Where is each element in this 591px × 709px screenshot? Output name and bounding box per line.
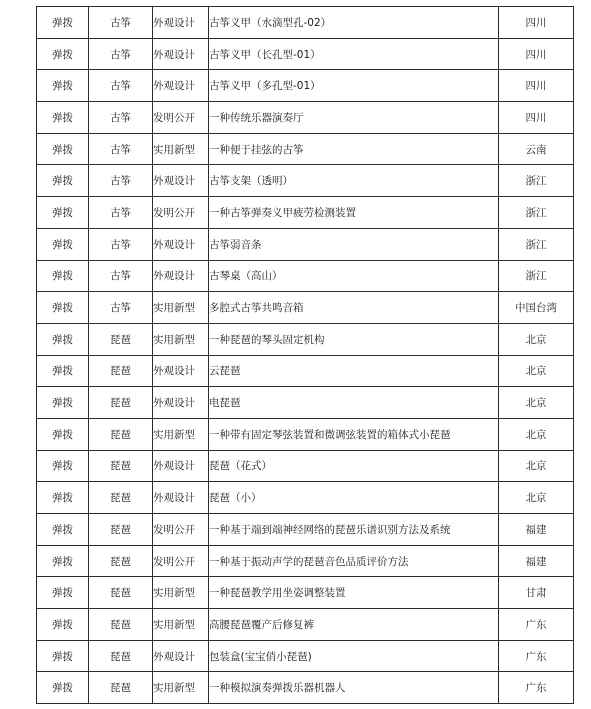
patent-type-cell: 外观设计 <box>153 7 209 39</box>
patent-type-cell: 发明公开 <box>153 197 209 229</box>
patent-type-cell: 实用新型 <box>153 577 209 609</box>
region-cell: 北京 <box>499 387 574 419</box>
category-cell: 弹拨 <box>37 355 89 387</box>
patent-title-cell: 一种琵琶的琴头固定机构 <box>209 323 499 355</box>
patent-type-cell: 外观设计 <box>153 165 209 197</box>
table-row <box>37 609 574 641</box>
region-cell: 北京 <box>499 418 574 450</box>
category-cell: 弹拨 <box>37 197 89 229</box>
patent-type-cell: 实用新型 <box>153 323 209 355</box>
patent-title-cell: 古筝义甲（长孔型-01） <box>209 38 499 70</box>
instrument-cell: 古筝 <box>89 228 153 260</box>
patent-title-cell: 一种古筝弹奏义甲疲劳检测装置 <box>209 197 499 229</box>
patent-table <box>36 6 574 704</box>
patent-title-cell: 古筝支架（透明） <box>209 165 499 197</box>
instrument-cell: 古筝 <box>89 165 153 197</box>
patent-title-cell: 一种带有固定琴弦装置和微调弦装置的箱体式小琵琶 <box>209 418 499 450</box>
patent-title-cell: 电琵琶 <box>209 387 499 419</box>
patent-title-cell: 多腔式古筝共鸣音箱 <box>209 292 499 324</box>
region-cell: 浙江 <box>499 165 574 197</box>
patent-title-cell: 一种传统乐器演奏厅 <box>209 102 499 134</box>
patent-type-cell: 外观设计 <box>153 387 209 419</box>
patent-type-cell: 外观设计 <box>153 70 209 102</box>
category-cell: 弹拨 <box>37 38 89 70</box>
region-cell: 北京 <box>499 482 574 514</box>
patent-type-cell: 发明公开 <box>153 514 209 546</box>
patent-title-cell: 包装盒(宝宝俏小琵琶) <box>209 640 499 672</box>
table-row <box>37 672 574 704</box>
region-cell: 福建 <box>499 545 574 577</box>
patent-title-cell: 琵琶（花式） <box>209 450 499 482</box>
patent-title-cell: 高腰琵琶覆产后修复裤 <box>209 609 499 641</box>
patent-type-cell: 实用新型 <box>153 609 209 641</box>
instrument-cell: 古筝 <box>89 197 153 229</box>
patent-title-cell: 一种模拟演奏弹拨乐器机器人 <box>209 672 499 704</box>
region-cell: 浙江 <box>499 228 574 260</box>
category-cell: 弹拨 <box>37 165 89 197</box>
patent-type-cell: 实用新型 <box>153 292 209 324</box>
patent-type-cell: 外观设计 <box>153 38 209 70</box>
patent-title-cell: 一种便于挂弦的古筝 <box>209 133 499 165</box>
patent-type-cell: 外观设计 <box>153 228 209 260</box>
region-cell: 福建 <box>499 514 574 546</box>
instrument-cell: 古筝 <box>89 133 153 165</box>
region-cell: 中国台湾 <box>499 292 574 324</box>
category-cell: 弹拨 <box>37 292 89 324</box>
patent-title-cell: 一种基于振动声学的琵琶音色品质评价方法 <box>209 545 499 577</box>
table-row <box>37 102 574 134</box>
region-cell: 北京 <box>499 323 574 355</box>
table-row <box>37 260 574 292</box>
region-cell: 广东 <box>499 609 574 641</box>
patent-type-cell: 发明公开 <box>153 545 209 577</box>
table-row <box>37 355 574 387</box>
table-row <box>37 640 574 672</box>
patent-title-cell: 一种琵琶教学用坐姿调整装置 <box>209 577 499 609</box>
category-cell: 弹拨 <box>37 418 89 450</box>
table-row <box>37 323 574 355</box>
instrument-cell: 琵琶 <box>89 387 153 419</box>
patent-type-cell: 外观设计 <box>153 482 209 514</box>
instrument-cell: 琵琶 <box>89 514 153 546</box>
patent-title-cell: 古琴桌（高山） <box>209 260 499 292</box>
table-row <box>37 165 574 197</box>
instrument-cell: 琵琶 <box>89 577 153 609</box>
patent-title-cell: 云琵琶 <box>209 355 499 387</box>
category-cell: 弹拨 <box>37 609 89 641</box>
category-cell: 弹拨 <box>37 133 89 165</box>
category-cell: 弹拨 <box>37 450 89 482</box>
patent-title-cell: 一种基于端到端神经网络的琵琶乐谱识别方法及系统 <box>209 514 499 546</box>
table-row <box>37 292 574 324</box>
category-cell: 弹拨 <box>37 545 89 577</box>
region-cell: 浙江 <box>499 260 574 292</box>
category-cell: 弹拨 <box>37 323 89 355</box>
instrument-cell: 琵琶 <box>89 545 153 577</box>
category-cell: 弹拨 <box>37 640 89 672</box>
region-cell: 甘肃 <box>499 577 574 609</box>
category-cell: 弹拨 <box>37 672 89 704</box>
region-cell: 四川 <box>499 70 574 102</box>
category-cell: 弹拨 <box>37 387 89 419</box>
instrument-cell: 古筝 <box>89 260 153 292</box>
instrument-cell: 琵琶 <box>89 323 153 355</box>
table-row <box>37 197 574 229</box>
instrument-cell: 琵琶 <box>89 672 153 704</box>
table-row <box>37 7 574 39</box>
table-row <box>37 418 574 450</box>
patent-table-body <box>37 7 574 704</box>
region-cell: 广东 <box>499 640 574 672</box>
table-row <box>37 450 574 482</box>
instrument-cell: 古筝 <box>89 102 153 134</box>
instrument-cell: 琵琶 <box>89 355 153 387</box>
category-cell: 弹拨 <box>37 577 89 609</box>
instrument-cell: 琵琶 <box>89 418 153 450</box>
instrument-cell: 琵琶 <box>89 640 153 672</box>
category-cell: 弹拨 <box>37 102 89 134</box>
patent-title-cell: 古筝义甲（水滴型孔-02） <box>209 7 499 39</box>
category-cell: 弹拨 <box>37 70 89 102</box>
patent-type-cell: 发明公开 <box>153 102 209 134</box>
table-row <box>37 70 574 102</box>
patent-type-cell: 实用新型 <box>153 418 209 450</box>
region-cell: 广东 <box>499 672 574 704</box>
table-row <box>37 545 574 577</box>
instrument-cell: 古筝 <box>89 292 153 324</box>
instrument-cell: 古筝 <box>89 70 153 102</box>
patent-title-cell: 古筝义甲（多孔型-01） <box>209 70 499 102</box>
region-cell: 北京 <box>499 355 574 387</box>
category-cell: 弹拨 <box>37 7 89 39</box>
patent-type-cell: 外观设计 <box>153 640 209 672</box>
table-row <box>37 577 574 609</box>
table-row <box>37 38 574 70</box>
category-cell: 弹拨 <box>37 514 89 546</box>
patent-title-cell: 古筝弱音条 <box>209 228 499 260</box>
region-cell: 云南 <box>499 133 574 165</box>
region-cell: 浙江 <box>499 197 574 229</box>
instrument-cell: 古筝 <box>89 38 153 70</box>
table-row <box>37 514 574 546</box>
patent-type-cell: 外观设计 <box>153 260 209 292</box>
instrument-cell: 琵琶 <box>89 482 153 514</box>
patent-title-cell: 琵琶（小） <box>209 482 499 514</box>
region-cell: 北京 <box>499 450 574 482</box>
table-row <box>37 228 574 260</box>
instrument-cell: 古筝 <box>89 7 153 39</box>
region-cell: 四川 <box>499 38 574 70</box>
instrument-cell: 琵琶 <box>89 450 153 482</box>
patent-type-cell: 外观设计 <box>153 355 209 387</box>
table-row <box>37 133 574 165</box>
region-cell: 四川 <box>499 7 574 39</box>
patent-type-cell: 实用新型 <box>153 672 209 704</box>
table-row <box>37 387 574 419</box>
patent-type-cell: 实用新型 <box>153 133 209 165</box>
category-cell: 弹拨 <box>37 228 89 260</box>
category-cell: 弹拨 <box>37 260 89 292</box>
region-cell: 四川 <box>499 102 574 134</box>
category-cell: 弹拨 <box>37 482 89 514</box>
table-row <box>37 482 574 514</box>
instrument-cell: 琵琶 <box>89 609 153 641</box>
patent-type-cell: 外观设计 <box>153 450 209 482</box>
